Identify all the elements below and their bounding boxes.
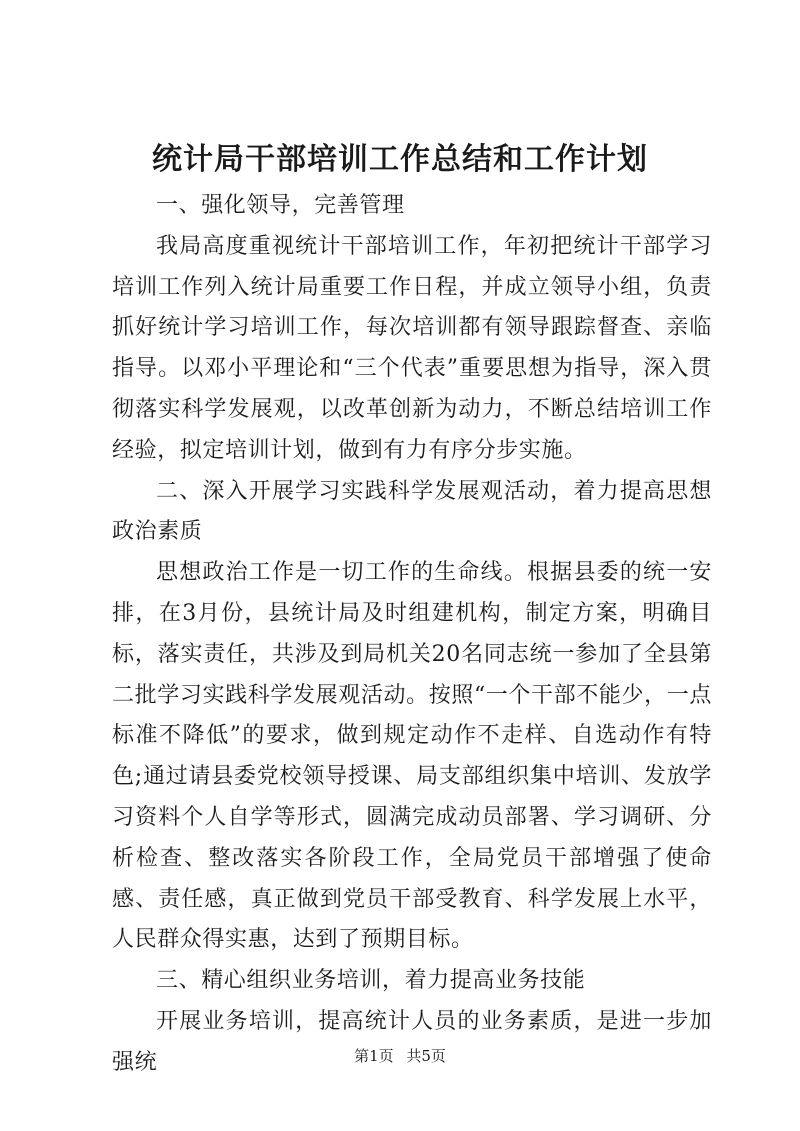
section-heading-3: 三、精心组织业务培训，着力提高业务技能: [156, 968, 586, 994]
paragraph-3: 开展业务培训，提高统计人员的业务素质，是进一步加强统: [112, 1008, 712, 1075]
section-heading-2: 二、深入开展学习实践科学发展观活动，着力提高思想政治素质: [112, 478, 712, 545]
section-heading-1: 一、强化领导，完善管理: [156, 193, 405, 218]
document-title: 统计局干部培训工作总结和工作计划: [152, 142, 648, 177]
paragraph-2: 思想政治工作是一切工作的生命线。根据县委的统一安排，在3月份，县统计局及时组建机构，制定方案，明确目标，落实责任，共涉及到局机关20名同志统一参加了全县第二批学习实践科学发展观活动。按照“一个干部不能少，一点标准不降低”的要求，做到规定动作不走样、自选动作有特色;通过请县委党校领导授课、局支部组织集中培训、发放学习资料个人自学等形式，圆满完成动员部署、学习调研、分析检查、整改落实各阶段工作，全局党员干部增强了使命感、责任感，真正做到党员干部受教育、科学发展上水平，人民群众得实惠，达到了预期目标。: [112, 560, 712, 953]
page-footer: [0, 1046, 800, 1066]
page-total: 共5页: [406, 1047, 446, 1065]
paragraph-1: 我局高度重视统计干部培训工作，年初把统计干部学习培训工作列入统计局重要工作日程，并成立领导小组，负责抓好统计学习培训工作，每次培训都有领导跟踪督查、亲临指导。以邓小平理论和“三个代表”重要思想为指导，深入贯彻落实科学发展观，以改革创新为动力，不断总结培训工作经验，拟定培训计划，做到有力有序分步实施。: [112, 233, 712, 463]
document-body: [112, 186, 712, 1084]
page-number: 第1页: [354, 1047, 394, 1065]
